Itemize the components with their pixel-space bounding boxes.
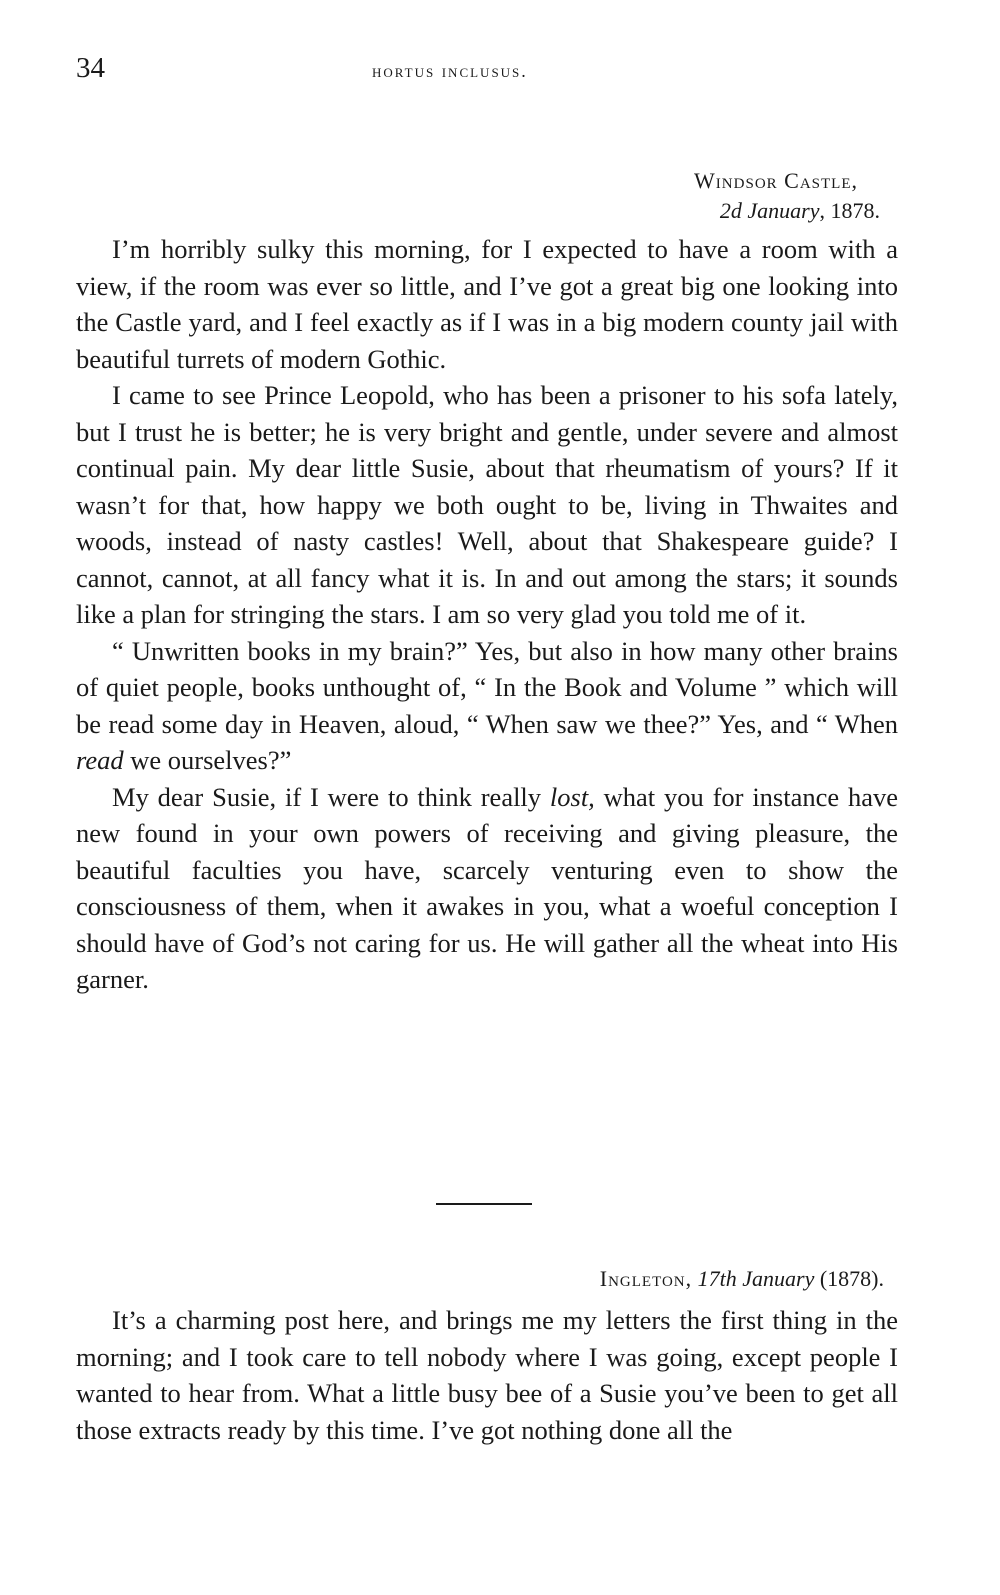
letter1-paragraph-1: I’m horribly sulky this morning, for I expected to have a room with a view, if the room was ever so little, and I’ve got a great big one looking into the Castle yard, and I feel exactly as if I was in a big modern county jail with beautiful turrets of modern Gothic. [76,234,898,374]
letter1-place: Windsor Castle, [694,168,858,193]
letter2-year: (1878). [819,1266,884,1291]
letter1-p4-text-a: My dear Susie, if I were to think really [112,781,550,812]
letter1-paragraph-2: I came to see Prince Leopold, who has been a prisoner to his sofa lately, but I trust he is better; he is very bright and gentle, under severe and almost continual pain. My dear little Susie, about that rheumatism of yours? If it wasn’t for that, how happy we both ought to be, living in Thwaites and woods, instead of nasty castles! Well, about that Shakespeare guide? I cannot, cannot, at all fancy what it is. In and out among the stars; it sounds like a plan for stringing the stars. I am so very glad you told me of it. [76,380,898,629]
letter2-date: 17th January [697,1266,815,1291]
letter1-dateline [76,166,880,226]
running-title: hortus inclusus. [372,61,528,81]
letter2-place: Ingleton, [599,1266,693,1291]
letter1-date-line [76,196,880,226]
letter1-body [76,231,898,998]
letter2-dateline [76,1264,884,1294]
letter1-paragraph-3 [76,633,898,779]
letter1-p3-text-b: we ourselves?” [123,745,292,775]
letter1-year: , 1878. [819,198,880,223]
letter1-p3-emphasis: read [76,745,124,775]
letter2-body [76,1302,898,1448]
letter1-p4-emphasis: lost, [549,781,595,812]
section-divider [436,1203,532,1205]
letter1-p4-text-b: what you for instance have new found in your own powers of receiving and giving pleasure, the beautiful faculties you have, scarcely venturing even to show the consciousness of them, when it awakes in you, what a woeful conception I should have of God’s not caring for us. He will gather all the wheat into His garner. [76,781,898,994]
letter2-paragraph-1: It’s a charming post here, and brings me my letters the first thing in the morning; and I took care to tell nobody where I was going, except people I wanted to hear from. What a little busy bee of a Susie you’ve been to get all those extracts ready by this time. I’ve got nothing done all the [76,1305,898,1445]
page-number: 34 [76,52,105,84]
letter1-place-line [76,166,880,196]
letter1-paragraph-4 [76,779,898,998]
letter1-date: 2d January [719,198,820,223]
running-head [76,52,898,92]
letter1-p3-text-a: “ Unwritten books in my brain?” Yes, but also in how many other brains of quiet people, books unthought of, “ In the Book and Volume ” which will be read some day in Heaven, aloud, “ When saw we thee?” Yes, and “ When [76,635,898,739]
